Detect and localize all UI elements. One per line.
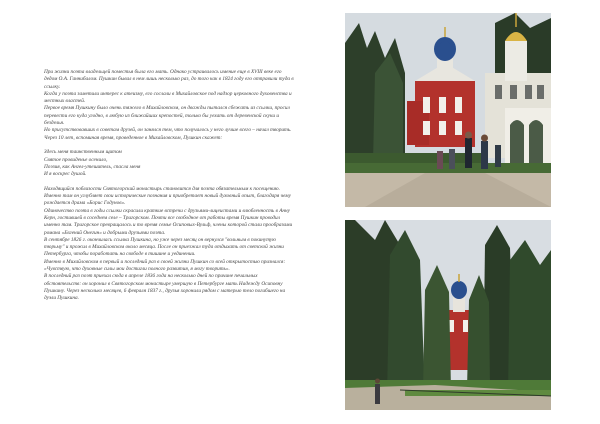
verse-quote bbox=[44, 149, 294, 178]
monastery-photo-top bbox=[345, 13, 551, 207]
verse-line: Поэзия, как Ангел-утешитель, спасла меня bbox=[44, 163, 141, 170]
intro-section bbox=[44, 69, 294, 142]
verse-line: Святое провиденье осенило, bbox=[44, 156, 108, 163]
paragraph: В сентябре 1826 г. окончилась ссылка Пушкина, но уже через месяц он вернулся "вольным в покинутую тюрьму" и прожил в Михайловском около месяца. После он приезжал туда отдыхать от светской жизни Петербурга, чтобы поработать на свободе в тишине и уединении. bbox=[44, 236, 284, 258]
paragraph: Одиночество поэта в годы ссылки скрасили краткие встречи с друзьями-лицеистами и влюбленность в Анну Керн, гостившей в соседнем селе – Тригорском. Почти все свободное от работы время Пушкин проводил именно там. Тригорское превращалось и то время семье Осиповых-Вульф, члены которой стали прообразами романа «Евгений Онегин» и добрыми друзьями поэта. bbox=[44, 207, 293, 236]
paragraph: В последний раз поэт приехал сюда в апреле 1836 года на несколько дней по причине печальных обстоятельств: он хоронил в Святогорском монастыре умершую в Петербурге мать Надежду Осиповну Пушкину. Через несколько месяцев, 6 февраля 1837 г., друзья хоронили рядом с матерью тело погибшего на дуэли Пушкина. bbox=[44, 273, 286, 302]
paragraph: Но присутствовавших в советам друзей, он занялся тем, что получалось у него лучше всего – начал творить. Через 10 лет, вспоминая время, проведенное в Михайловском, Пушкин скажет: bbox=[44, 127, 292, 141]
text-column bbox=[44, 69, 294, 303]
paragraph: Находящийся поблизости Святогорский монастырь становится для поэта обязательным к посещению. Именно там он углубляет свои исторические познания и приобретает новый духовный опыт, благодаря чему рождается драма «Борис Годунов». bbox=[44, 185, 291, 207]
monastery-photo-bottom bbox=[345, 220, 551, 410]
paragraph: Первое время Пушкину было очень тяжело в Михайловском, он дважды пытался сбежать из ссылки, просил перевести его куда угодно, в любую из ближайших крепостей, только бы уехать от деревенской скуки и безделья. bbox=[44, 105, 290, 127]
verse-line: Здесь меня таинственным щитом bbox=[44, 149, 122, 156]
main-section bbox=[44, 186, 294, 303]
paragraph: Когда у поэта заметили интерес к атеизму, его сослали в Михайловское под надзор церковного духовенства и местных властей. bbox=[44, 90, 292, 105]
paragraph: При жизни поэта владельцей поместья была его мать. Однако устраивалось имение еще в XVIII веке его дедом О.А. Ганнибалом. Пушкин бывал в нем лишь несколько раз, до того как в 1824 году его отправили туда в ссылку. bbox=[44, 69, 294, 90]
paragraph: Именно в Михайловском в первый и последний раз в своей жизни Пушкин со всей открытостью признался: «Чувствую, что духовные силы мои достигли полного развития, я могу творить». bbox=[44, 258, 286, 273]
verse-line: И я воскрес душой. bbox=[44, 171, 87, 178]
